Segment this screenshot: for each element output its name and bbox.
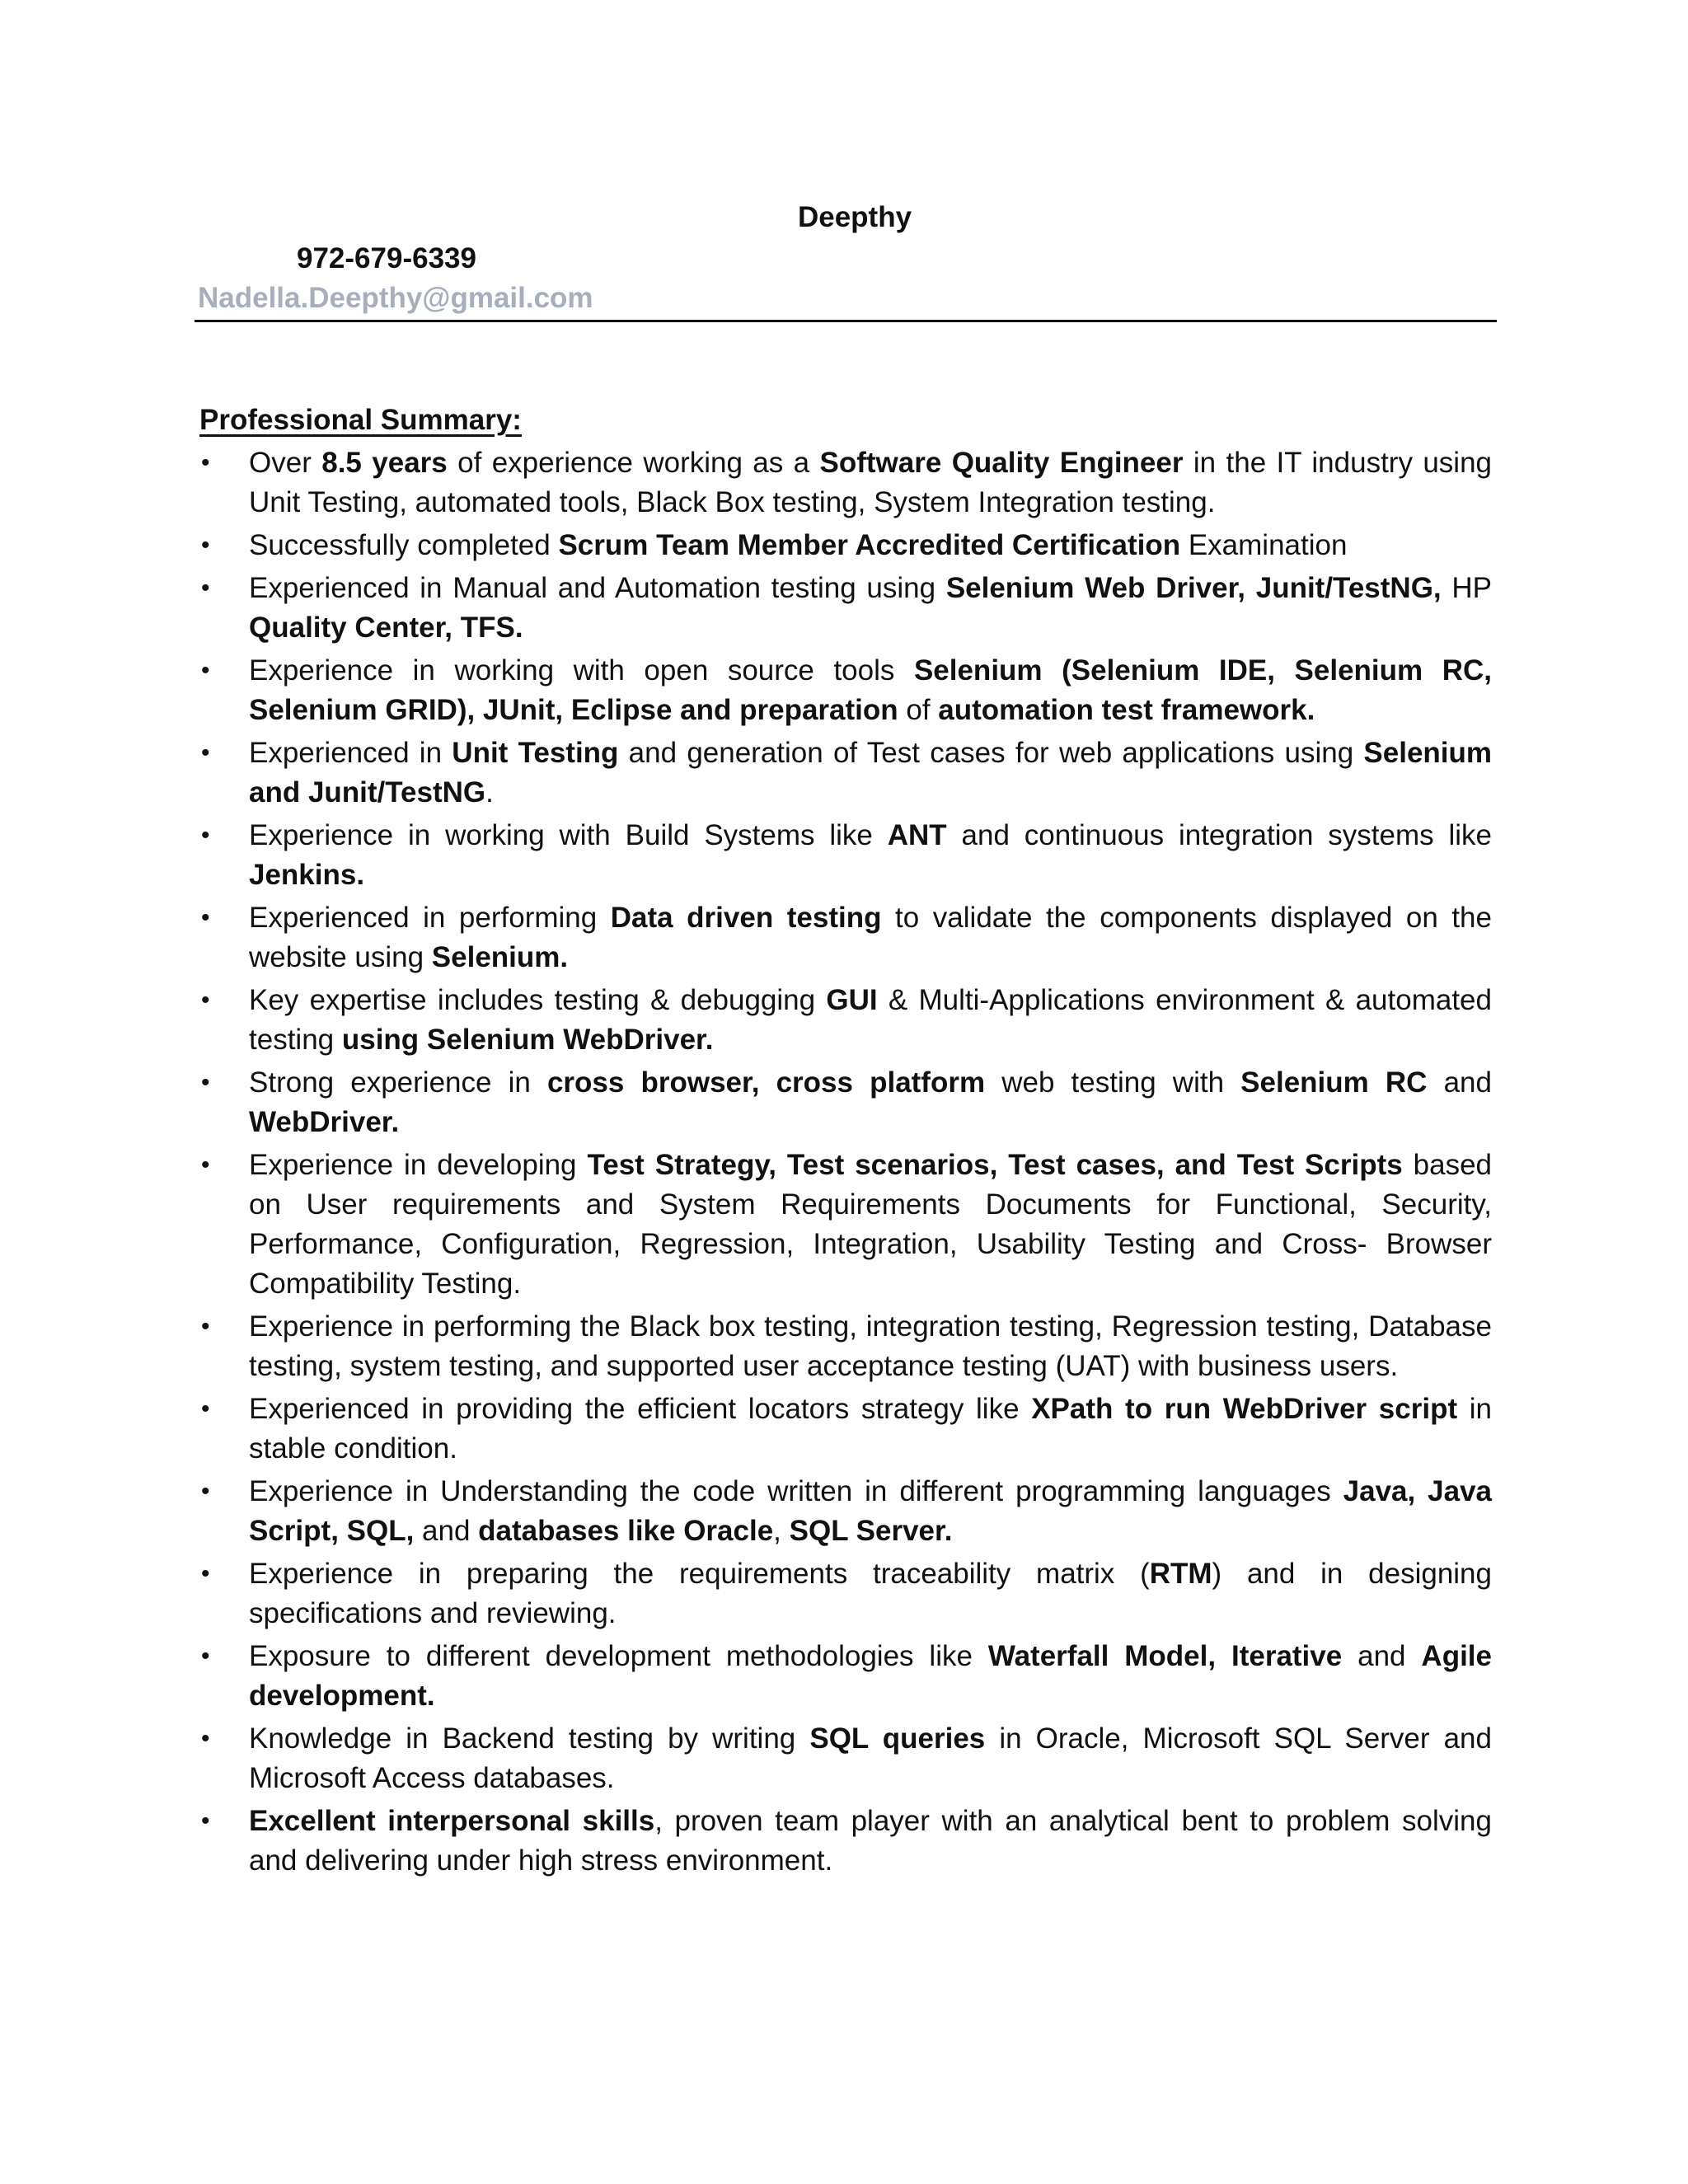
bold-text: RTM bbox=[1149, 1558, 1212, 1590]
text: Experience in Understanding the code written in different programming languages bbox=[249, 1475, 1343, 1507]
bold-text: Jenkins. bbox=[249, 859, 365, 891]
bullet-icon: • bbox=[201, 1395, 210, 1422]
bold-text: Test Strategy, Test scenarios, Test cases, and Test Scripts bbox=[587, 1149, 1403, 1181]
bullet-icon: • bbox=[201, 739, 210, 766]
summary-list-item bbox=[199, 816, 1492, 895]
text: of experience working as a bbox=[447, 447, 820, 479]
bold-text: SQL queries bbox=[809, 1722, 986, 1755]
bullet-icon: • bbox=[201, 1478, 210, 1505]
text: Experienced in providing the efficient locators strategy like bbox=[249, 1393, 1032, 1425]
summary-list-item bbox=[199, 1472, 1492, 1551]
text: Experienced in bbox=[249, 737, 452, 769]
text: HP bbox=[1441, 572, 1492, 604]
bold-text: ANT bbox=[887, 819, 947, 851]
summary-list-item bbox=[199, 1307, 1492, 1386]
bullet-icon: • bbox=[201, 1725, 210, 1752]
bold-text: GUI bbox=[826, 984, 878, 1016]
text: Experience in performing the Black box testing, integration testing, Regression testing, Database testing, system testing, and supported user acceptance testing (UAT) with business users. bbox=[249, 1310, 1492, 1382]
summary-list-item bbox=[199, 733, 1492, 813]
bullet-icon: • bbox=[201, 1151, 210, 1179]
bullet-icon: • bbox=[201, 657, 210, 684]
summary-list-item bbox=[199, 526, 1492, 565]
text: based on User requirements and System Requirements Documents for Functional, Security, Performance, Configuration, Regression, Integration, Usability Testing and Cross- Browser Compatibility Testing. bbox=[249, 1149, 1493, 1300]
bold-text: Selenium (Selenium IDE, Selenium RC, Selenium GRID), JUnit, Eclipse and preparation bbox=[249, 654, 1492, 726]
summary-list-item bbox=[199, 1802, 1492, 1881]
text: Strong experience in bbox=[249, 1066, 547, 1099]
phone-number: 972-679-6339 bbox=[297, 242, 476, 274]
bullet-icon: • bbox=[201, 449, 210, 476]
bold-text: Waterfall Model, Iterative bbox=[987, 1640, 1343, 1672]
bullet-icon: • bbox=[201, 1560, 210, 1587]
bullet-icon: • bbox=[201, 822, 210, 849]
summary-list-item bbox=[199, 981, 1492, 1060]
bold-text: Selenium. bbox=[431, 941, 569, 973]
text: to validate the components displayed on the website using bbox=[249, 902, 1492, 973]
text: in stable condition. bbox=[249, 1393, 1492, 1465]
text: Experience in developing bbox=[249, 1149, 588, 1181]
text: Successfully completed bbox=[249, 529, 559, 561]
summary-list-item bbox=[199, 1146, 1492, 1304]
bullet-icon: • bbox=[201, 1313, 210, 1340]
summary-list-item bbox=[199, 651, 1492, 730]
bold-text: Excellent interpersonal skills bbox=[249, 1805, 655, 1837]
text: and bbox=[414, 1515, 479, 1547]
bullet-icon: • bbox=[201, 1807, 210, 1835]
bold-text: databases like Oracle bbox=[478, 1515, 774, 1547]
text: and bbox=[1427, 1066, 1492, 1099]
text: Experience in working with open source tools bbox=[249, 654, 914, 687]
bullet-icon: • bbox=[201, 904, 210, 931]
section-title-professional-summary: Professional Summary: bbox=[199, 404, 522, 436]
bold-text: Selenium and Junit/TestNG bbox=[249, 737, 1493, 808]
summary-list-item bbox=[199, 569, 1492, 648]
text: Experienced in performing bbox=[249, 902, 611, 934]
text: Over bbox=[249, 447, 322, 479]
text: Examination bbox=[1180, 529, 1348, 561]
text: , bbox=[773, 1515, 790, 1547]
summary-list-item bbox=[199, 443, 1492, 523]
text: and generation of Test cases for web applications using bbox=[618, 737, 1364, 769]
candidate-name: Deepthy bbox=[797, 201, 912, 233]
bold-text: Software Quality Engineer bbox=[819, 447, 1184, 479]
email-address[interactable]: Nadella.Deepthy@gmail.com bbox=[198, 282, 593, 314]
text: Experience in preparing the requirements traceability matrix ( bbox=[249, 1558, 1150, 1590]
summary-list-item bbox=[199, 1554, 1492, 1633]
bullet-icon: • bbox=[201, 1069, 210, 1096]
bullet-icon: • bbox=[201, 574, 210, 602]
text: ) and in designing specifications and reviewing. bbox=[249, 1558, 1492, 1629]
text: web testing with bbox=[985, 1066, 1241, 1099]
summary-list-item bbox=[199, 898, 1492, 977]
text: , proven team player with an analytical bent to problem solving and delivering under high stress environment. bbox=[249, 1805, 1492, 1877]
bold-text: XPath to run WebDriver script bbox=[1031, 1393, 1458, 1425]
summary-list-item bbox=[199, 1719, 1492, 1798]
bold-text: SQL Server. bbox=[789, 1515, 953, 1547]
text: Exposure to different development methodologies like bbox=[249, 1640, 988, 1672]
text: Experience in working with Build Systems like bbox=[249, 819, 888, 851]
summary-list bbox=[199, 443, 1492, 1884]
header-divider bbox=[195, 320, 1497, 322]
text: Knowledge in Backend testing by writing bbox=[249, 1722, 810, 1755]
bold-text: using Selenium WebDriver. bbox=[341, 1024, 714, 1056]
bold-text: Scrum Team Member Accredited Certification bbox=[558, 529, 1181, 561]
bold-text: Unit Testing bbox=[452, 737, 619, 769]
bold-text: 8.5 years bbox=[321, 447, 448, 479]
text: in the IT industry using Unit Testing, automated tools, Black Box testing, System Integration testing. bbox=[249, 447, 1493, 518]
bold-text: Data driven testing bbox=[610, 902, 882, 934]
bold-text: cross browser, cross platform bbox=[546, 1066, 986, 1099]
bold-text: automation test framework. bbox=[938, 694, 1315, 726]
text: Key expertise includes testing & debugging bbox=[249, 984, 827, 1016]
bullet-icon: • bbox=[201, 532, 210, 559]
bullet-icon: • bbox=[201, 1643, 210, 1670]
text: and bbox=[1342, 1640, 1422, 1672]
text: and continuous integration systems like bbox=[946, 819, 1492, 851]
summary-list-item bbox=[199, 1390, 1492, 1469]
summary-list-item bbox=[199, 1063, 1492, 1142]
bullet-icon: • bbox=[201, 987, 210, 1014]
text: of bbox=[898, 694, 939, 726]
text: in Oracle, Microsoft SQL Server and Microsoft Access databases. bbox=[249, 1722, 1492, 1794]
bold-text: Quality Center, TFS. bbox=[249, 612, 523, 644]
bold-text: Selenium Web Driver, Junit/TestNG, bbox=[945, 572, 1442, 604]
text: Experienced in Manual and Automation testing using bbox=[249, 572, 946, 604]
bold-text: Selenium RC bbox=[1240, 1066, 1428, 1099]
text: . bbox=[485, 776, 494, 808]
text: & Multi-Applications environment & automated testing bbox=[249, 984, 1492, 1056]
bold-text: WebDriver. bbox=[249, 1106, 400, 1138]
bold-text: Java, Java Script, SQL, bbox=[249, 1475, 1493, 1547]
summary-list-item bbox=[199, 1637, 1492, 1716]
bold-text: Agile development. bbox=[249, 1640, 1492, 1712]
